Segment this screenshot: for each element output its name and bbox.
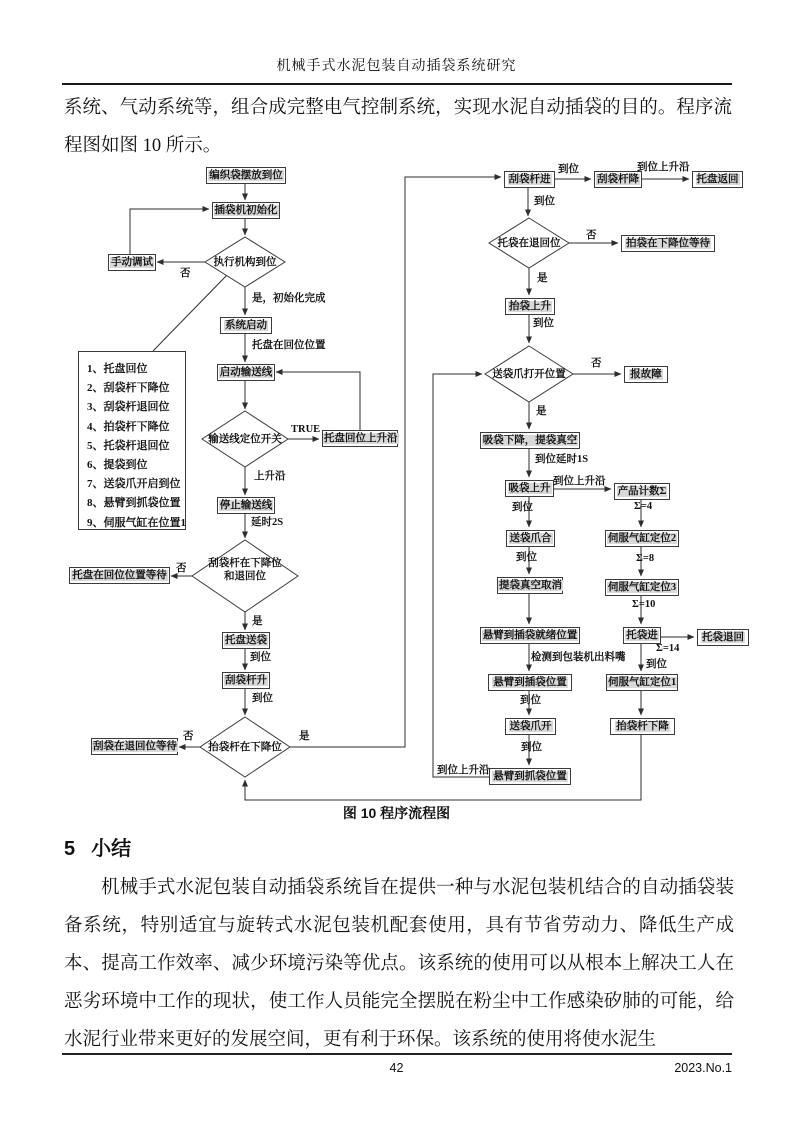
- flow-node-manual-debug: [108, 254, 156, 271]
- flow-node-label: 伺服气缸定位1: [608, 677, 677, 688]
- flow-node-scraper-rod-up: [222, 672, 270, 689]
- flow-node-label: 启动输送线: [219, 367, 273, 378]
- edge-label-yes: 是: [299, 731, 310, 742]
- flow-node-tray-return-rising-edge: [322, 430, 398, 447]
- flow-node-label: 送袋爪合: [509, 533, 552, 544]
- flow-node-label: 编织袋摆放到位: [209, 170, 283, 181]
- flow-decision-holder-retract: 托袋在退回位: [497, 238, 561, 249]
- flow-node-lift-vacuum-cancel: [497, 577, 563, 594]
- flow-node-label: 托盘在回位位置等待: [72, 570, 167, 581]
- edge-label-yes: 是: [252, 616, 263, 627]
- flow-node-label: 抬袋上升: [509, 301, 551, 312]
- flow-decision-conveyor-switch: 输送线定位开关: [208, 434, 282, 445]
- flow-node-tray-feed-bag: [222, 632, 270, 649]
- edge-label-delay-2s: 延时2S: [251, 517, 284, 528]
- flow-node-start-conveyor: [217, 364, 275, 381]
- edge-label-in-position: 到位: [533, 318, 554, 329]
- flow-node-bag-lift-up: [505, 298, 555, 315]
- legend-item: 9、伺服气缸在位置1: [87, 516, 186, 529]
- edge-label-in-position: 到位: [520, 695, 541, 706]
- edge-label-true: TRUE: [291, 424, 321, 435]
- edge-label-no: 否: [586, 230, 597, 241]
- legend-item: 4、拍袋杆下降位: [87, 420, 170, 433]
- flow-node-label: 伺服气缸定位2: [607, 533, 677, 544]
- edge-label-no: 否: [183, 731, 194, 742]
- flow-node-arm-insert-position: [488, 674, 572, 691]
- flow-node-feed-claw-open: [505, 718, 556, 735]
- flow-node-feed-claw-close: [506, 530, 555, 547]
- flow-node-scraper-rod-advance: [504, 171, 555, 188]
- flow-node-tray-wait-home: [69, 567, 170, 584]
- section-number: 5: [64, 838, 76, 860]
- edge-label-in-position: 到位: [250, 652, 271, 663]
- edge-label-in-position: 到位: [512, 502, 533, 513]
- flow-node-label: 刮袋在退回位等待: [93, 741, 177, 752]
- flow-node-label: 提袋真空取消: [499, 580, 562, 591]
- flow-node-label: 插袋机初始化: [214, 205, 278, 216]
- edge-label-in-position: 到位: [516, 552, 537, 563]
- edge-label-sigma-14: Σ=14: [656, 643, 680, 654]
- flow-node-patter-wait-lower: [621, 235, 715, 252]
- edge-label-yes: 是: [537, 273, 548, 284]
- flow-node-label: 产品计数Σ: [617, 486, 667, 497]
- flow-decision-scraper-lower-retract: 刮袋杆在下降位和退回位: [208, 558, 282, 582]
- edge-label-in-position: 到位: [252, 693, 273, 704]
- edge-label-rising-edge: 上升沿: [254, 471, 286, 482]
- flow-node-label: 伺服气缸定位3: [607, 582, 677, 593]
- flow-node-servo-cylinder-pos3: [605, 579, 679, 596]
- edge-label-no: 否: [591, 358, 602, 369]
- flow-node-suction-down-vacuum: [480, 432, 580, 449]
- edge-label-in-position: 到位: [521, 742, 542, 753]
- legend-item: 1、托盘回位: [87, 363, 148, 375]
- flow-node-label: 托袋进: [626, 630, 658, 641]
- flow-node-bag-holder-advance: [623, 627, 661, 644]
- flow-node-product-count: [614, 483, 670, 500]
- flow-node-label: 刮袋杆升: [225, 675, 267, 686]
- flow-node-scraper-wait-retract: [91, 738, 178, 755]
- edge-label-sigma-4: Σ=4: [634, 501, 653, 512]
- flow-node-label: 送袋爪开: [509, 721, 552, 732]
- flow-node-label: 吸袋上升: [508, 483, 551, 494]
- figure-caption: 图 10 程序流程图: [342, 805, 451, 821]
- flow-node-arm-grab-position: [489, 768, 571, 785]
- edge-label-tray-home-pos: 托盘在回位位置: [252, 340, 326, 351]
- flow-node-label: 托盘返回: [696, 174, 739, 185]
- flow-node-stop-conveyor: [217, 497, 275, 514]
- flow-node-label: 悬臂到抓袋位置: [493, 771, 567, 782]
- flowchart-legend: [78, 351, 186, 530]
- flow-node-label: 托盘送袋: [225, 635, 267, 646]
- flow-node-label: 刮袋杆进: [508, 174, 551, 185]
- edge-label-in-position: 到位: [558, 164, 579, 175]
- flow-node-servo-cylinder-pos2: [605, 530, 679, 547]
- edge-label-sigma-10: Σ=10: [632, 599, 656, 610]
- page-header-title: 机械手式水泥包装自动插袋系统研究: [276, 59, 517, 74]
- flow-node-label: 吸袋下降，提袋真空: [482, 435, 578, 446]
- section-title: 小结: [91, 838, 132, 860]
- flow-decision-lift-rod-lower: 抬袋杆在下降位: [208, 742, 282, 753]
- edge-label-sigma-8: Σ=8: [636, 553, 655, 564]
- edge-label-no: 否: [176, 563, 187, 574]
- edge-label-in-position-delay-1s: 到位延时1S: [535, 454, 589, 465]
- footer-rule: [62, 1053, 732, 1055]
- edge-label-in-position-rising: 到位上升沿: [553, 476, 606, 487]
- flow-node-tray-return: [692, 171, 743, 188]
- legend-item: 3、刮袋杆退回位: [87, 401, 170, 414]
- flow-node-suction-up: [505, 480, 554, 497]
- edge-label-detect-nozzle: 检测到包装机出料嘴: [531, 652, 626, 663]
- legend-item: 8、悬臂到抓袋位置: [87, 497, 181, 510]
- edge-label-yes: 是: [536, 406, 547, 417]
- legend-item: 7、送袋爪开启到位: [87, 478, 181, 491]
- section-heading: [64, 832, 131, 861]
- flow-node-label: 报故障: [630, 369, 662, 380]
- flow-node-arm-ready-position: [480, 627, 580, 644]
- footer-issue: 2023.No.1: [674, 1061, 732, 1075]
- flow-node-label: 手动调试: [111, 257, 153, 268]
- flow-node-label: 抬袋杆下降: [616, 721, 669, 732]
- edge-label-no: 否: [180, 268, 191, 279]
- flow-node-label: 托袋退回: [702, 632, 744, 643]
- flow-node-label: 刮袋杆降: [597, 174, 639, 185]
- flow-node-report-fault: [624, 366, 668, 383]
- flow-node-label: 托盘回位上升沿: [324, 433, 398, 444]
- summary-paragraph: 机械手式水泥包装自动插袋系统旨在提供一种与水泥包装机结合的自动插袋装备系统，特别适宜与旋转式水泥包装机配套使用，具有节省劳动力、降低生产成本、提高工作效率、减少环境污染等优点。该系统的使用可以从根本上解决工人在恶劣环境中工作的现状，使工作人员能完全摆脱在粉尘中工作感染矽肺的可能，给水泥行业带来更好的发展空间，更有利于环保。该系统的使用将使水泥生: [64, 878, 734, 1050]
- flow-node-label: 悬臂到插袋就绪位置: [482, 630, 578, 641]
- flow-node-bag-inserter-init: [212, 202, 280, 219]
- legend-item: 5、托袋杆退回位: [87, 439, 170, 452]
- flow-node-label: 系统启动: [225, 320, 267, 331]
- footer-page-number: 42: [389, 1061, 404, 1075]
- edge-label-in-position-rising: 到位上升沿: [637, 162, 690, 173]
- flow-node-scraper-rod-lower: [594, 171, 642, 188]
- edge-label-in-position-rising: 到位上升沿: [437, 765, 490, 776]
- flow-node-bag-holder-retract: [697, 629, 749, 646]
- flow-node-servo-cylinder-pos1: [606, 674, 678, 691]
- flow-decision-actuator-in-place: 执行机构到位: [213, 257, 277, 268]
- flow-node-system-start: [220, 317, 272, 334]
- legend-item: 2、刮袋杆下降位: [87, 382, 170, 395]
- flow-node-label: 停止输送线: [219, 500, 273, 511]
- flow-node-label: 悬臂到插袋位置: [493, 677, 567, 688]
- edge-label-in-position: 到位: [646, 659, 667, 670]
- flow-node-label: 拍袋在下降位等待: [626, 238, 710, 249]
- intro-paragraph: 系统、气动系统等，组合成完整电气控制系统，实现水泥自动插袋的目的。程序流程图如图 10 所示。: [64, 98, 732, 156]
- flow-node-woven-bag-in-place: [206, 167, 286, 184]
- flow-decision-feed-claw-open: 送袋爪打开位置: [492, 369, 566, 380]
- edge-label-yes-init-done: 是，初始化完成: [252, 293, 326, 304]
- edge-label-in-position: 到位: [534, 196, 555, 207]
- legend-item: 6、提袋到位: [87, 459, 148, 472]
- flow-node-lift-rod-lower: [610, 718, 675, 735]
